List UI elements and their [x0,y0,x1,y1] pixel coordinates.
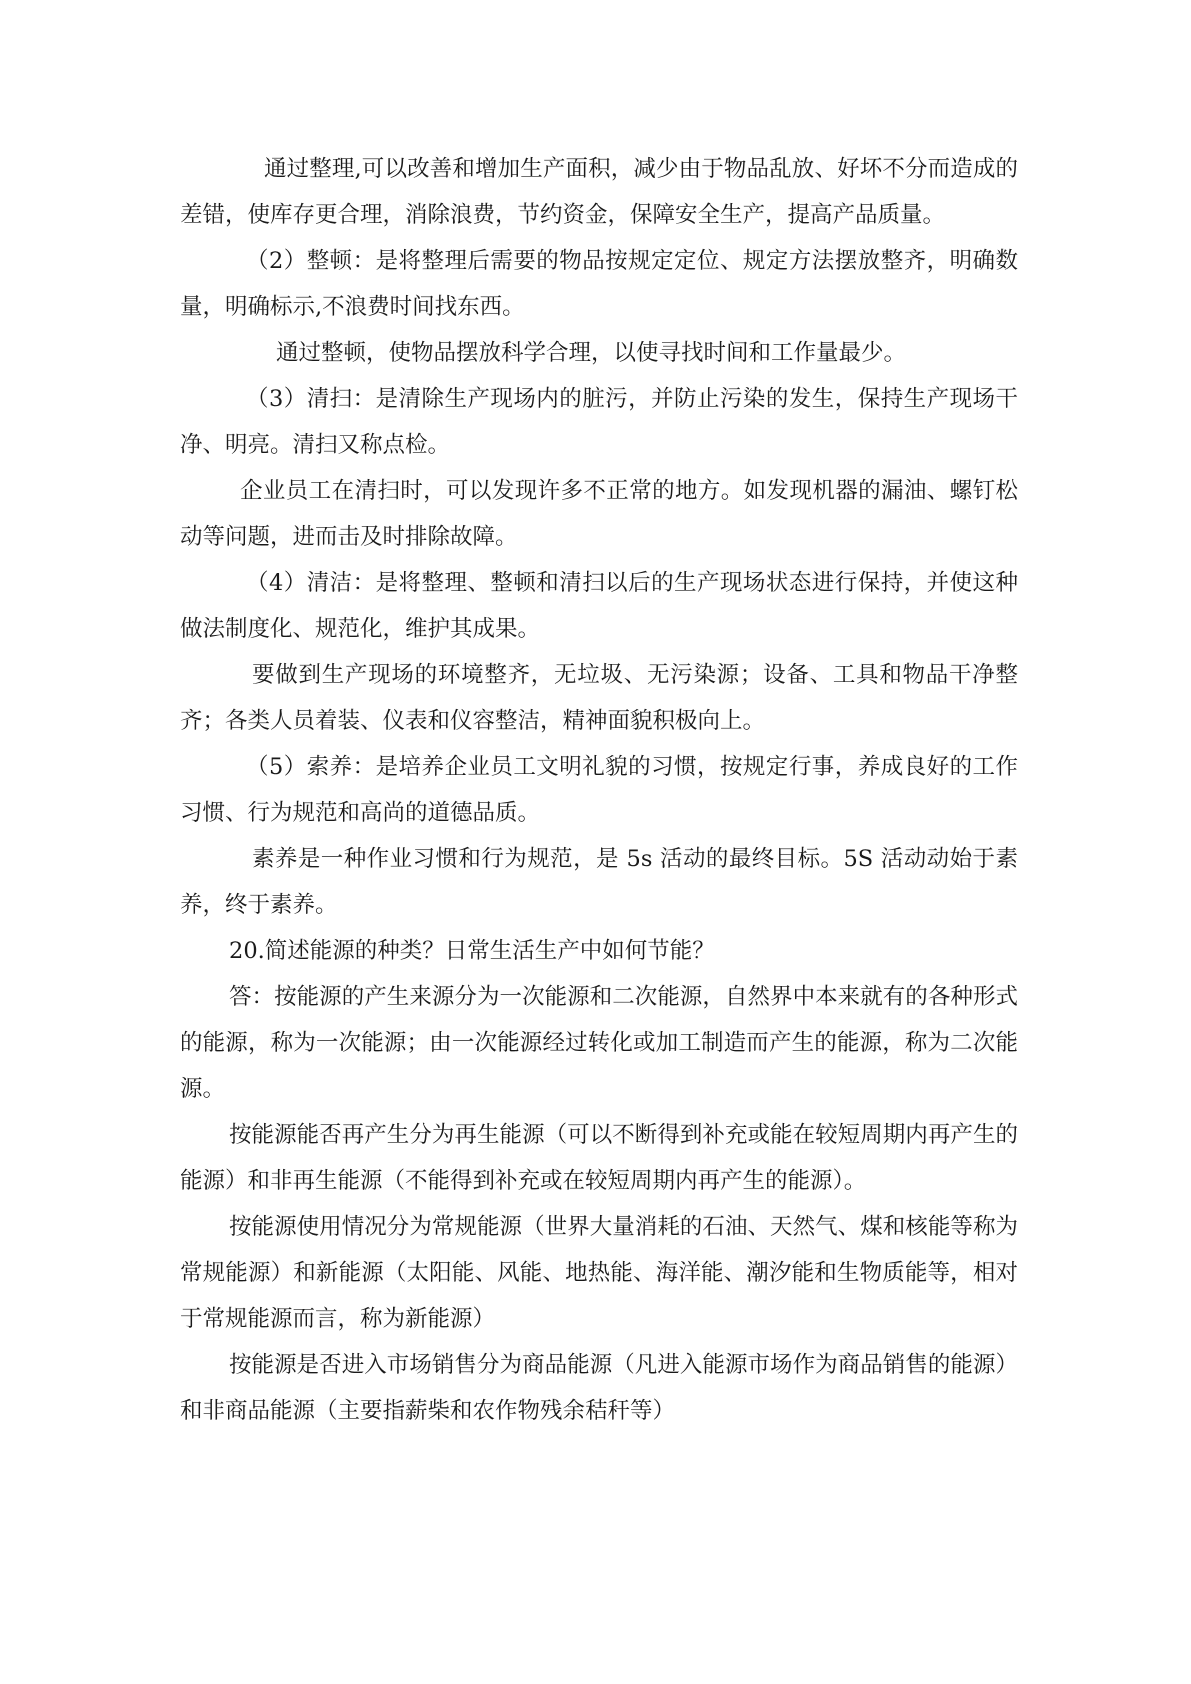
document-body [180,146,1018,1434]
answer-paragraph-4: 按能源是否进入市场销售分为商品能源（凡进入能源市场作为商品销售的能源）和非商品能源（主要指薪柴和农作物残余秸秆等） [180,1352,1018,1424]
answer-paragraph-2: 按能源能否再产生分为再生能源（可以不断得到补充或能在较短周期内再产生的能源）和非再生能源（不能得到补充或在较短周期内再产生的能源）。 [180,1122,1018,1194]
paragraph-8: （5）索养：是培养企业员工文明礼貌的习惯，按规定行事，养成良好的工作习惯、行为规范和高尚的道德品质。 [180,754,1018,826]
paragraph-7: 要做到生产现场的环境整齐，无垃圾、无污染源；设备、工具和物品干净整齐；各类人员着装、仪表和仪容整洁，精神面貌积极向上。 [180,662,1018,734]
paragraph-1: 通过整理,可以改善和增加生产面积，减少由于物品乱放、好坏不分而造成的差错，使库存更合理，消除浪费，节约资金，保障安全生产，提高产品质量。 [180,156,1018,228]
paragraph-4: （3）清扫：是清除生产现场内的脏污，并防止污染的发生，保持生产现场干净、明亮。清扫又称点检。 [180,386,1018,458]
answer-paragraph-1: 答：按能源的产生来源分为一次能源和二次能源，自然界中本来就有的各种形式的能源，称为一次能源；由一次能源经过转化或加工制造而产生的能源，称为二次能源。 [180,984,1018,1102]
answer-paragraph-3: 按能源使用情况分为常规能源（世界大量消耗的石油、天然气、煤和核能等称为常规能源）和新能源（太阳能、风能、地热能、海洋能、潮汐能和生物质能等，相对于常规能源而言，称为新能源） [180,1214,1018,1332]
paragraph-3: 通过整顿，使物品摆放科学合理，以使寻找时间和工作量最少。 [276,340,907,366]
question-heading: 20.简述能源的种类？日常生活生产中如何节能？ [229,938,715,964]
paragraph-2: （2）整顿：是将整理后需要的物品按规定定位、规定方法摆放整齐，明确数量，明确标示,不浪费时间找东西。 [180,248,1018,320]
paragraph-6: （4）清洁：是将整理、整顿和清扫以后的生产现场状态进行保持，并使这种做法制度化、规范化，维护其成果。 [180,570,1018,642]
paragraph-5: 企业员工在清扫时，可以发现许多不正常的地方。如发现机器的漏油、螺钉松动等问题，进而击及时排除故障。 [180,478,1018,550]
paragraph-9: 素养是一种作业习惯和行为规范，是 5s 活动的最终目标。5S 活动动始于素养，终于素养。 [180,846,1018,918]
